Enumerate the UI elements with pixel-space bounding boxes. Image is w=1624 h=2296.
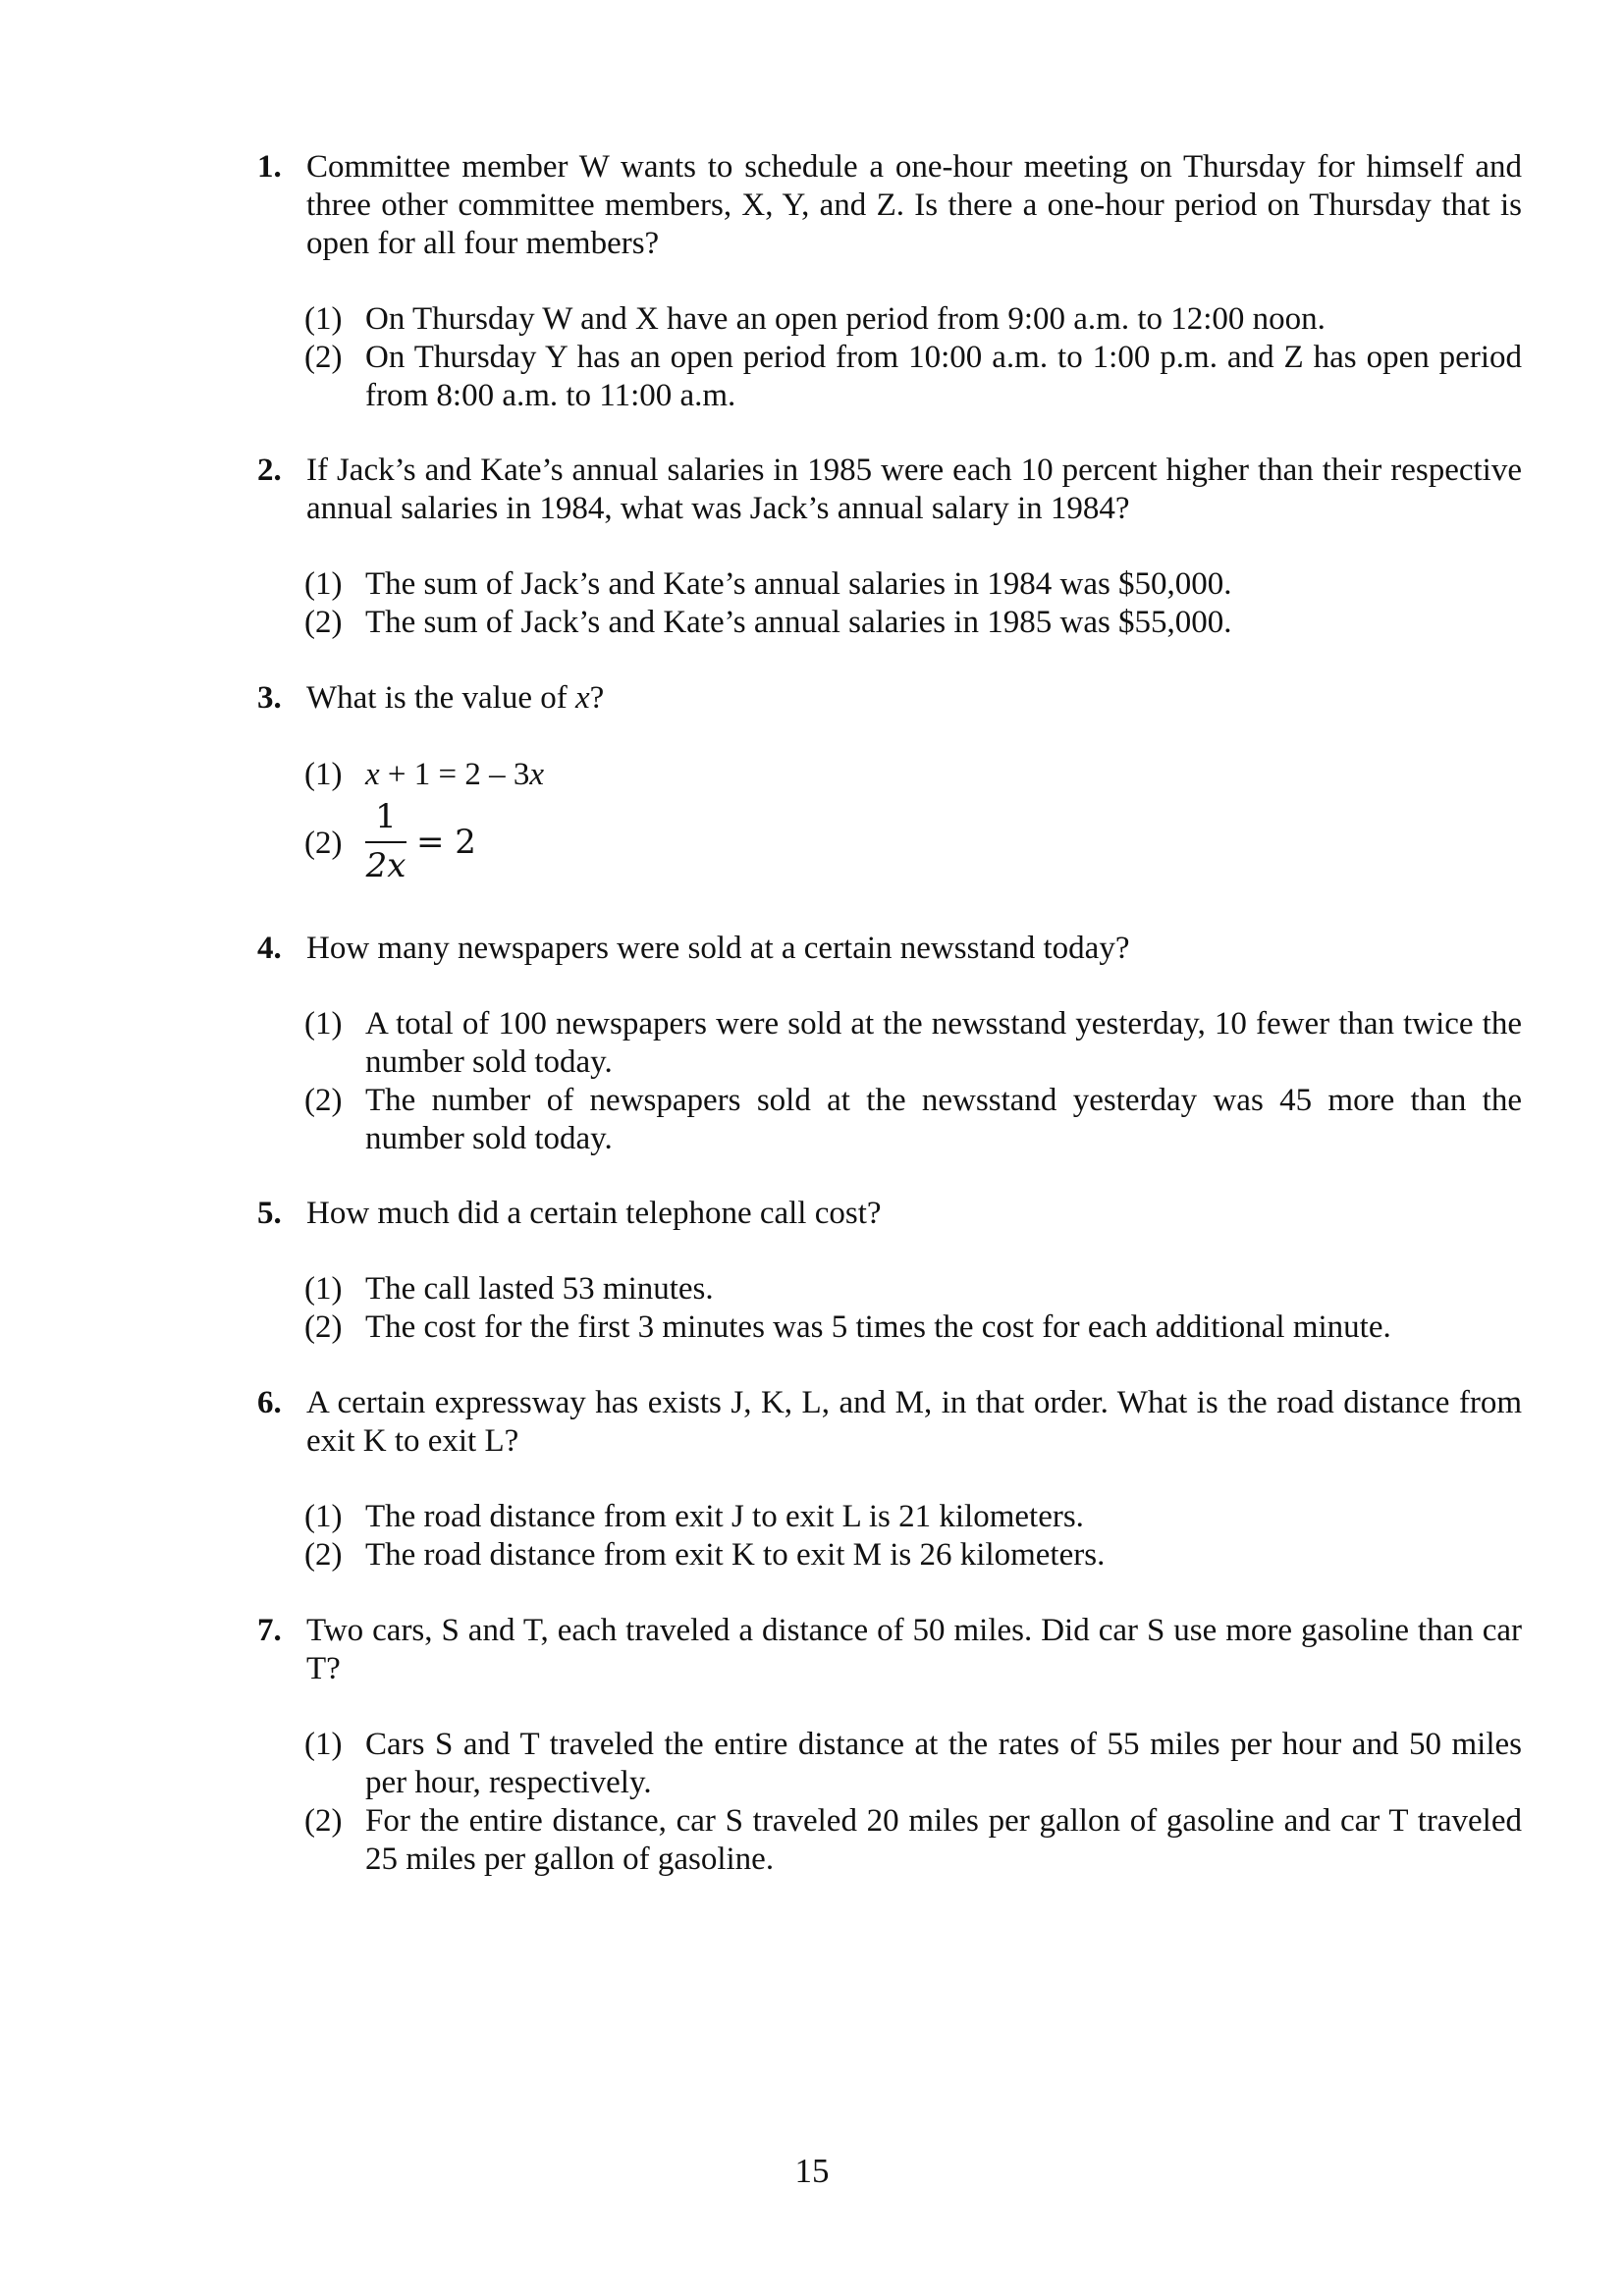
page-number: 15 bbox=[794, 2152, 830, 2190]
question-number: 4. bbox=[257, 931, 282, 966]
statement-text: The call lasted 53 minutes. bbox=[365, 1271, 714, 1307]
statement-label: (1) bbox=[304, 757, 343, 792]
question-stem: A certain expressway has exists J, K, L, and M, in that order. What is the road distance from exit K to exit L? bbox=[306, 1385, 1522, 1459]
question-stem bbox=[306, 679, 1522, 718]
question-stem: Two cars, S and T, each traveled a distance of 50 miles. Did car S use more gasoline than car T? bbox=[306, 1613, 1522, 1686]
statement-label: (2) bbox=[304, 340, 343, 375]
fraction-numerator: 1 bbox=[375, 797, 397, 836]
statement-label: (2) bbox=[304, 826, 343, 861]
math-variable: x bbox=[529, 757, 545, 792]
statement-text: The road distance from exit K to exit M is 26 kilometers. bbox=[365, 1537, 1106, 1573]
statement-label: (1) bbox=[304, 1006, 343, 1041]
fraction-equation bbox=[365, 797, 476, 891]
math-variable: x bbox=[365, 757, 380, 792]
equation-middle: + 1 = 2 – 3 bbox=[379, 757, 530, 792]
statement-label: (1) bbox=[304, 1271, 343, 1307]
statement-text: The cost for the first 3 minutes was 5 times the cost for each additional minute. bbox=[365, 1309, 1391, 1345]
fraction-bar bbox=[365, 841, 406, 843]
question-stem: Committee member W wants to schedule a one-hour meeting on Thursday for himself and three other committee members, X, Y, and Z. Is there a one-hour period on Thursday that is open for all four members? bbox=[306, 149, 1522, 261]
statement-text: The number of newspapers sold at the newsstand yesterday was 45 more than the number sold today. bbox=[365, 1083, 1522, 1156]
question-stem: How many newspapers were sold at a certain newsstand today? bbox=[306, 931, 1130, 966]
question-number: 7. bbox=[257, 1613, 282, 1648]
question-stem: If Jack’s and Kate’s annual salaries in 1985 were each 10 percent higher than their respective annual salaries in 1984, what was Jack’s annual salary in 1984? bbox=[306, 453, 1522, 526]
statement-text: A total of 100 newspapers were sold at the newsstand yesterday, 10 fewer than twice the number sold today. bbox=[365, 1006, 1522, 1080]
statement-label: (2) bbox=[304, 1537, 343, 1573]
statement-text: On Thursday Y has an open period from 10:00 a.m. to 1:00 p.m. and Z has open period from 8:00 a.m. to 11:00 a.m. bbox=[365, 340, 1522, 413]
question-number: 1. bbox=[257, 149, 282, 185]
equation-rhs: = 2 bbox=[416, 823, 476, 862]
statement-text: The sum of Jack’s and Kate’s annual salaries in 1984 was $50,000. bbox=[365, 566, 1232, 602]
statement-label: (1) bbox=[304, 1727, 343, 1762]
stem-suffix: ? bbox=[589, 680, 605, 716]
statement-text: On Thursday W and X have an open period from 9:00 a.m. to 12:00 noon. bbox=[365, 301, 1326, 337]
math-variable: x bbox=[575, 680, 590, 716]
statement-label: (1) bbox=[304, 301, 343, 337]
statement-label: (2) bbox=[304, 1083, 343, 1118]
statement-label: (2) bbox=[304, 1803, 343, 1839]
statement-label: (2) bbox=[304, 605, 343, 640]
question-number: 3. bbox=[257, 680, 282, 716]
question-number: 6. bbox=[257, 1385, 282, 1420]
statement-equation bbox=[365, 756, 1522, 794]
statement-text: Cars S and T traveled the entire distance at the rates of 55 miles per hour and 50 miles per hour, respectively. bbox=[365, 1727, 1522, 1800]
statement-label: (1) bbox=[304, 566, 343, 602]
question-stem: How much did a certain telephone call cost? bbox=[306, 1196, 882, 1231]
question-number: 2. bbox=[257, 453, 282, 488]
statement-text: The road distance from exit J to exit L is 21 kilometers. bbox=[365, 1499, 1084, 1534]
statement-text: For the entire distance, car S traveled 20 miles per gallon of gasoline and car T traveled 25 miles per gallon of gasoline. bbox=[365, 1803, 1522, 1877]
fraction-denominator: 2x bbox=[365, 846, 406, 885]
stem-prefix: What is the value of bbox=[306, 680, 575, 716]
statement-label: (1) bbox=[304, 1499, 343, 1534]
question-number: 5. bbox=[257, 1196, 282, 1231]
statement-label: (2) bbox=[304, 1309, 343, 1345]
statement-text: The sum of Jack’s and Kate’s annual salaries in 1985 was $55,000. bbox=[365, 605, 1232, 640]
